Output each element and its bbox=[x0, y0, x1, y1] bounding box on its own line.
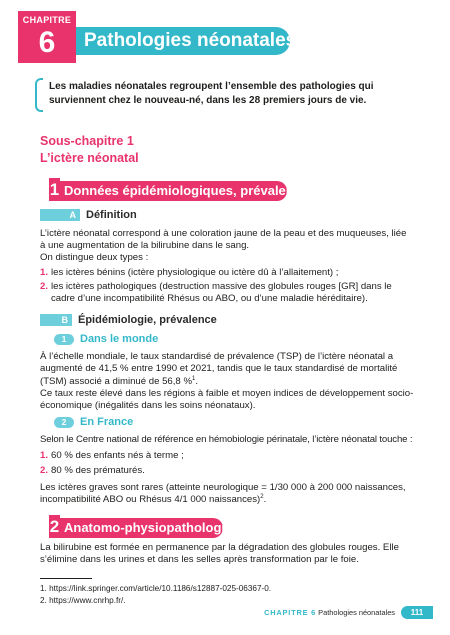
list-number: 1. bbox=[40, 267, 49, 278]
chapter-number: 6 bbox=[38, 26, 56, 59]
chapter-header bbox=[0, 0, 450, 63]
numbered-pill: 1 bbox=[54, 334, 74, 345]
subchapter-number: Sous-chapitre 1 bbox=[40, 134, 134, 148]
list-item bbox=[40, 465, 414, 477]
section-title: Données épidémiologiques, prévalence bbox=[64, 183, 309, 198]
paragraph-end: . bbox=[263, 494, 267, 506]
section-title: Anatomo-physiopathologie bbox=[64, 520, 233, 535]
paragraph: Ce taux reste élevé dans les régions à faible et moyen indices de développement socio-économique (inégalités dans les soins néonataux). bbox=[40, 388, 414, 412]
footnote-divider bbox=[40, 578, 92, 579]
paragraph: Selon le Centre national de référence en hémobiologie périnatale, l’ictère néonatal touche : bbox=[40, 434, 413, 445]
list-text: 80 % des prématurés. bbox=[51, 465, 145, 476]
subchapter-heading bbox=[40, 133, 139, 167]
footer-title: Pathologies néonatales bbox=[318, 608, 395, 617]
list-item bbox=[40, 281, 414, 306]
page-number: 111 bbox=[401, 606, 433, 619]
paragraph bbox=[40, 482, 414, 507]
footer-label bbox=[264, 608, 395, 618]
chapter-badge bbox=[18, 11, 76, 63]
section-bar bbox=[60, 518, 233, 538]
footnote-ref: 2 bbox=[260, 494, 264, 501]
subchapter-title: L’ictère néonatal bbox=[40, 151, 139, 165]
section-number: 2 bbox=[49, 517, 60, 536]
list-item bbox=[40, 450, 414, 462]
list-number: 2. bbox=[40, 281, 49, 292]
chapter-title-bar bbox=[76, 27, 297, 55]
section-number: 1 bbox=[49, 180, 60, 199]
paragraph-end: . bbox=[195, 375, 198, 387]
numbered-pill: 2 bbox=[54, 417, 74, 428]
intro-bracket bbox=[35, 78, 43, 112]
list-item bbox=[40, 267, 414, 279]
footnote-ref: 1 bbox=[191, 375, 196, 382]
list-number: 1. bbox=[40, 450, 49, 461]
subsection-letter: B bbox=[40, 314, 72, 326]
numbered-title: Dans le monde bbox=[80, 333, 159, 345]
numbered-title: En France bbox=[80, 416, 134, 428]
chapter-word: CHAPITRE bbox=[22, 15, 72, 25]
subsection-letter: A bbox=[40, 209, 80, 221]
paragraph-text: À l’échelle mondiale, le taux standardisé de prévalence (TSP) de l’ictère néonatal a augmenté de 41,5 % entre 1990 et 2021, tandis que le taux standardisé de mortalité (TSM) associé a diminué de 56,8 % bbox=[40, 351, 398, 387]
list-number: 2. bbox=[40, 465, 49, 476]
list-text: 60 % des enfants nés à terme ; bbox=[51, 450, 184, 461]
footnote: 2. https://www.cnrhp.fr/. bbox=[40, 596, 126, 605]
subsection-title: Définition bbox=[86, 209, 137, 221]
paragraph: On distingue deux types : bbox=[40, 252, 149, 263]
page-footer bbox=[253, 606, 433, 620]
intro-text: Les maladies néonatales regroupent l’ensemble des pathologies qui surviennent chez le nouveau-né, dans les 28 premiers jours de vie. bbox=[49, 81, 374, 106]
list-text: les ictères pathologiques (destruction massive des globules rouges [GR] dans le cadre d’une incompatibilité Rhésus ou ABO, ou d’une maladie héréditaire). bbox=[51, 281, 392, 305]
paragraph bbox=[40, 351, 414, 388]
chapter-title: Pathologies néonatales bbox=[84, 30, 297, 51]
list-text: les ictères bénins (ictère physiologique ou ictère dû à l’allaitement) ; bbox=[51, 267, 339, 278]
footer-chapter: CHAPITRE 6 bbox=[264, 608, 317, 617]
subsection-title: Épidémiologie, prévalence bbox=[78, 314, 217, 326]
footnote: 1. https://link.springer.com/article/10.1186/s12887-025-06367-0. bbox=[40, 584, 272, 593]
paragraph: L’ictère néonatal correspond à une coloration jaune de la peau et des muqueuses, liée à une augmentation de la bilirubine dans le sang. bbox=[40, 228, 407, 252]
paragraph: La bilirubine est formée en permanence par la dégradation des globules rouges. Elle s’élimine dans les urines et dans les selles après transformation par le foie. bbox=[40, 542, 399, 566]
chapter-intro bbox=[35, 78, 415, 116]
section-bar bbox=[60, 181, 309, 201]
paragraph-text: Les ictères graves sont rares (atteinte neurologique = 1/30 000 à 200 000 naissances, incompatibilité ABO ou Rhésus 4/1 000 naissances) bbox=[40, 482, 406, 506]
